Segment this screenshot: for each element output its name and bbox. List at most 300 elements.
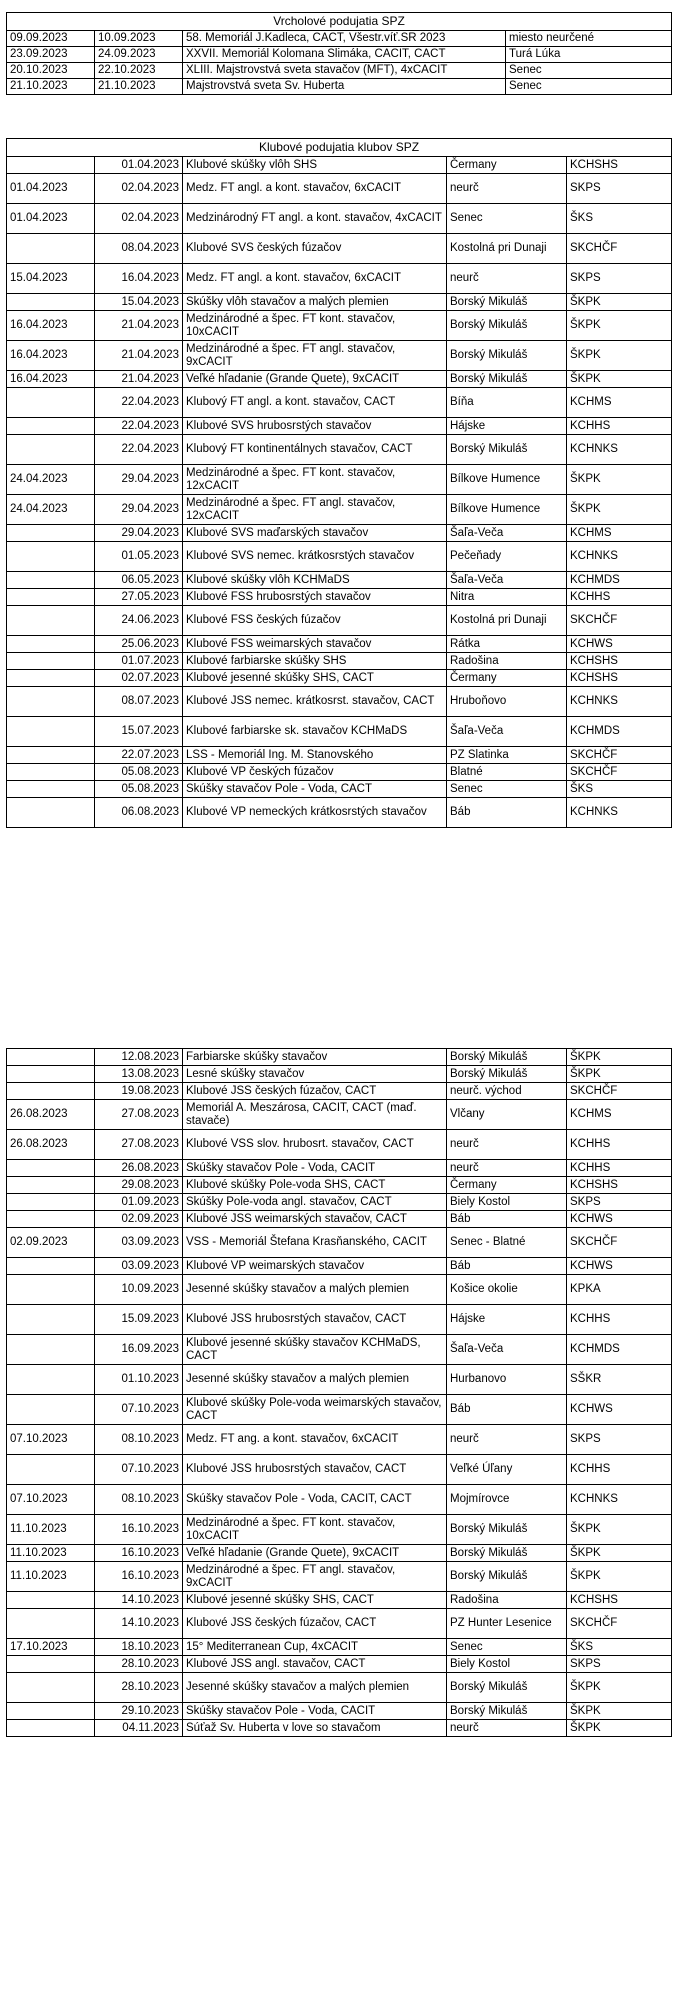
location-cell: Borský Mikuláš [447, 311, 567, 341]
date-from-cell: 02.09.2023 [7, 1228, 95, 1258]
event-name-cell: Klubové SVS nemec. krátkosrstých stavačov [183, 542, 447, 572]
club-cell: KCHWS [567, 1395, 672, 1425]
club-cell: SKCHČF [567, 234, 672, 264]
location-cell: Šaľa-Veča [447, 717, 567, 747]
event-name-cell: Medzinárodné a špec. FT kont. stavačov, 10xCACIT [183, 1515, 447, 1545]
date-from-cell: 24.04.2023 [7, 465, 95, 495]
club-cell: ŠKPK [567, 1562, 672, 1592]
date-from-cell: 24.04.2023 [7, 495, 95, 525]
date-from-cell: 11.10.2023 [7, 1515, 95, 1545]
location-cell: neurč. východ [447, 1083, 567, 1100]
date-to-cell: 02.07.2023 [95, 670, 183, 687]
event-name-cell: Lesné skúšky stavačov [183, 1066, 447, 1083]
club-cell: ŠKPK [567, 1066, 672, 1083]
table-row [7, 1049, 672, 1066]
location-cell: Borský Mikuláš [447, 341, 567, 371]
date-from-cell [7, 1673, 95, 1703]
date-to-cell: 03.09.2023 [95, 1228, 183, 1258]
date-to-cell: 15.09.2023 [95, 1305, 183, 1335]
event-name-cell: Klubové JSS hrubosrstých stavačov, CACT [183, 1305, 447, 1335]
date-from-cell [7, 157, 95, 174]
top-events-table [6, 12, 672, 95]
date-to-cell: 24.09.2023 [95, 47, 183, 63]
table-row [7, 79, 672, 95]
table-row [7, 418, 672, 435]
table-title-row [7, 13, 672, 31]
club-cell: KCHSHS [567, 653, 672, 670]
date-from-cell: 20.10.2023 [7, 63, 95, 79]
date-to-cell: 10.09.2023 [95, 1275, 183, 1305]
club-cell: KCHMDS [567, 717, 672, 747]
club-cell: SKCHČF [567, 1083, 672, 1100]
table-row [7, 781, 672, 798]
date-to-cell: 01.09.2023 [95, 1194, 183, 1211]
table-row [7, 294, 672, 311]
date-to-cell: 12.08.2023 [95, 1049, 183, 1066]
table-row [7, 388, 672, 418]
event-name-cell: XLIII. Majstrovstvá sveta stavačov (MFT), 4xCACIT [183, 63, 506, 79]
date-to-cell: 22.10.2023 [95, 63, 183, 79]
date-from-cell [7, 717, 95, 747]
event-name-cell: Klubové JSS hrubosrstých stavačov, CACT [183, 1455, 447, 1485]
table-row [7, 717, 672, 747]
club-cell: ŠKS [567, 1639, 672, 1656]
location-cell: Borský Mikuláš [447, 1562, 567, 1592]
table-row [7, 589, 672, 606]
club-cell: SKPS [567, 1656, 672, 1673]
date-from-cell [7, 525, 95, 542]
location-cell: Senec [447, 204, 567, 234]
table-row [7, 1720, 672, 1737]
table-row [7, 1703, 672, 1720]
date-to-cell: 08.10.2023 [95, 1425, 183, 1455]
table-row [7, 1365, 672, 1395]
date-to-cell: 13.08.2023 [95, 1066, 183, 1083]
event-name-cell: Klubové FSS weimarských stavačov [183, 636, 447, 653]
event-name-cell: Klubové VP weimarských stavačov [183, 1258, 447, 1275]
club-cell: SŠKR [567, 1365, 672, 1395]
location-cell: neurč [447, 1720, 567, 1737]
date-to-cell: 03.09.2023 [95, 1258, 183, 1275]
date-from-cell [7, 687, 95, 717]
location-cell: Borský Mikuláš [447, 1066, 567, 1083]
club-cell: KCHHS [567, 589, 672, 606]
location-cell: Hájske [447, 418, 567, 435]
date-to-cell: 02.04.2023 [95, 204, 183, 234]
club-cell: KCHMDS [567, 1335, 672, 1365]
date-from-cell [7, 1177, 95, 1194]
event-name-cell: Medzinárodné a špec. FT angl. stavačov, 9xCACIT [183, 341, 447, 371]
location-cell: neurč [447, 264, 567, 294]
event-name-cell: Klubové farbiarske sk. stavačov KCHMaDS [183, 717, 447, 747]
date-to-cell: 22.04.2023 [95, 435, 183, 465]
date-to-cell: 16.10.2023 [95, 1515, 183, 1545]
club-cell: SKCHČF [567, 606, 672, 636]
club-cell: KCHMS [567, 1100, 672, 1130]
table-row [7, 636, 672, 653]
location-cell: Senec [506, 63, 672, 79]
date-to-cell: 29.04.2023 [95, 525, 183, 542]
table-row [7, 1275, 672, 1305]
club-cell: SKPS [567, 1194, 672, 1211]
event-name-cell: Klubové FSS českých fúzačov [183, 606, 447, 636]
date-to-cell: 01.05.2023 [95, 542, 183, 572]
location-cell: Rátka [447, 636, 567, 653]
location-cell: Kostolná pri Dunaji [447, 606, 567, 636]
table-row [7, 371, 672, 388]
event-name-cell: VSS - Memoriál Štefana Krasňanského, CACIT [183, 1228, 447, 1258]
location-cell: Borský Mikuláš [447, 1515, 567, 1545]
event-name-cell: Klubové farbiarske skúšky SHS [183, 653, 447, 670]
event-name-cell: Jesenné skúšky stavačov a malých plemien [183, 1673, 447, 1703]
club-cell: KPKA [567, 1275, 672, 1305]
date-to-cell: 19.08.2023 [95, 1083, 183, 1100]
location-cell: Borský Mikuláš [447, 1673, 567, 1703]
location-cell: Blatné [447, 764, 567, 781]
location-cell: Bílkove Humence [447, 495, 567, 525]
table-row [7, 1335, 672, 1365]
club-cell: KCHHS [567, 1130, 672, 1160]
location-cell: Borský Mikuláš [447, 371, 567, 388]
event-name-cell: Klubové FSS hrubosrstých stavačov [183, 589, 447, 606]
date-from-cell [7, 747, 95, 764]
date-to-cell: 06.05.2023 [95, 572, 183, 589]
club-events-table [6, 138, 672, 828]
location-cell: Vlčany [447, 1100, 567, 1130]
table-row [7, 311, 672, 341]
table-row [7, 234, 672, 264]
date-from-cell [7, 542, 95, 572]
club-cell: KCHNKS [567, 687, 672, 717]
table-row [7, 1194, 672, 1211]
location-cell: miesto neurčené [506, 31, 672, 47]
location-cell: Borský Mikuláš [447, 1703, 567, 1720]
table-row [7, 1083, 672, 1100]
date-to-cell: 27.05.2023 [95, 589, 183, 606]
club-cell: KCHMDS [567, 572, 672, 589]
date-to-cell: 06.08.2023 [95, 798, 183, 828]
table-row [7, 1160, 672, 1177]
table-row [7, 1609, 672, 1639]
event-name-cell: Majstrovstvá sveta Sv. Huberta [183, 79, 506, 95]
club-cell: KCHWS [567, 1211, 672, 1228]
date-from-cell [7, 1395, 95, 1425]
event-name-cell: LSS - Memoriál Ing. M. Stanovského [183, 747, 447, 764]
club-cell: KCHSHS [567, 157, 672, 174]
location-cell: Borský Mikuláš [447, 294, 567, 311]
location-cell: Biely Kostol [447, 1194, 567, 1211]
table-row [7, 687, 672, 717]
date-from-cell: 21.10.2023 [7, 79, 95, 95]
date-from-cell: 23.09.2023 [7, 47, 95, 63]
club-cell: KCHHS [567, 1160, 672, 1177]
event-name-cell: Medzinárodné a špec. FT kont. stavačov, 10xCACIT [183, 311, 447, 341]
event-name-cell: Klubový FT kontinentálnych stavačov, CACT [183, 435, 447, 465]
event-name-cell: Klubové skúšky Pole-voda SHS, CACT [183, 1177, 447, 1194]
date-from-cell [7, 1194, 95, 1211]
event-name-cell: Klubové JSS angl. stavačov, CACT [183, 1656, 447, 1673]
table-row [7, 1211, 672, 1228]
date-from-cell [7, 1656, 95, 1673]
event-name-cell: Medzinárodné a špec. FT kont. stavačov, 12xCACIT [183, 465, 447, 495]
date-to-cell: 22.07.2023 [95, 747, 183, 764]
event-name-cell: Medzinárodné a špec. FT angl. stavačov, 12xCACIT [183, 495, 447, 525]
event-name-cell: Skúšky stavačov Pole - Voda, CACIT, CACT [183, 1485, 447, 1515]
location-cell: Borský Mikuláš [447, 1049, 567, 1066]
club-cell: SKPS [567, 1425, 672, 1455]
event-name-cell: XXVII. Memoriál Kolomana Slimáka, CACIT, CACT [183, 47, 506, 63]
date-from-cell [7, 388, 95, 418]
date-from-cell [7, 606, 95, 636]
club-cell: SKCHČF [567, 747, 672, 764]
location-cell: Báb [447, 1211, 567, 1228]
event-name-cell: Medz. FT ang. a kont. stavačov, 6xCACIT [183, 1425, 447, 1455]
date-from-cell [7, 1703, 95, 1720]
event-name-cell: Klubový FT angl. a kont. stavačov, CACT [183, 388, 447, 418]
club-cell: KCHHS [567, 1455, 672, 1485]
date-to-cell: 04.11.2023 [95, 1720, 183, 1737]
club-cell: ŠKPK [567, 495, 672, 525]
event-name-cell: Klubové SVS českých fúzačov [183, 234, 447, 264]
club-cell: KCHWS [567, 1258, 672, 1275]
date-to-cell: 24.06.2023 [95, 606, 183, 636]
club-cell: ŠKPK [567, 1673, 672, 1703]
table-row [7, 1673, 672, 1703]
location-cell: Bílkove Humence [447, 465, 567, 495]
date-to-cell: 16.10.2023 [95, 1562, 183, 1592]
event-name-cell: Klubové JSS nemec. krátkosrst. stavačov, CACT [183, 687, 447, 717]
location-cell: Báb [447, 1395, 567, 1425]
club-cell: KCHHS [567, 418, 672, 435]
date-from-cell: 01.04.2023 [7, 174, 95, 204]
location-cell: Veľké Úľany [447, 1455, 567, 1485]
location-cell: Šaľa-Veča [447, 572, 567, 589]
date-to-cell: 01.10.2023 [95, 1365, 183, 1395]
club-cell: SKCHČF [567, 1228, 672, 1258]
location-cell: Pečeňady [447, 542, 567, 572]
date-to-cell: 16.10.2023 [95, 1545, 183, 1562]
location-cell: neurč [447, 174, 567, 204]
location-cell: Báb [447, 1258, 567, 1275]
table-row [7, 1545, 672, 1562]
date-from-cell: 26.08.2023 [7, 1130, 95, 1160]
event-name-cell: 58. Memoriál J.Kadleca, CACT, Všestr.víť.SR 2023 [183, 31, 506, 47]
date-to-cell: 22.04.2023 [95, 388, 183, 418]
table-row [7, 435, 672, 465]
event-name-cell: Medzinárodný FT angl. a kont. stavačov, 4xCACIT [183, 204, 447, 234]
table-row [7, 670, 672, 687]
location-cell: Hurbanovo [447, 1365, 567, 1395]
event-name-cell: Skúšky vlôh stavačov a malých plemien [183, 294, 447, 311]
date-to-cell: 07.10.2023 [95, 1455, 183, 1485]
event-name-cell: Súťaž Sv. Huberta v love so stavačom [183, 1720, 447, 1737]
club-events-table-continued [6, 1048, 672, 1737]
event-name-cell: Klubové skúšky vlôh KCHMaDS [183, 572, 447, 589]
date-to-cell: 28.10.2023 [95, 1656, 183, 1673]
event-name-cell: Klubové VSS slov. hrubosrt. stavačov, CACT [183, 1130, 447, 1160]
event-name-cell: Jesenné skúšky stavačov a malých plemien [183, 1365, 447, 1395]
table-row [7, 798, 672, 828]
date-from-cell [7, 636, 95, 653]
date-to-cell: 14.10.2023 [95, 1592, 183, 1609]
date-from-cell: 11.10.2023 [7, 1562, 95, 1592]
event-name-cell: 15° Mediterranean Cup, 4xCACIT [183, 1639, 447, 1656]
club-cell: ŠKPK [567, 1545, 672, 1562]
date-from-cell [7, 670, 95, 687]
date-from-cell [7, 1275, 95, 1305]
date-to-cell: 28.10.2023 [95, 1673, 183, 1703]
date-from-cell: 01.04.2023 [7, 204, 95, 234]
table-title-row [7, 139, 672, 157]
date-to-cell: 08.04.2023 [95, 234, 183, 264]
date-from-cell: 16.04.2023 [7, 341, 95, 371]
event-name-cell: Klubové JSS českých fúzačov, CACT [183, 1083, 447, 1100]
table-row [7, 572, 672, 589]
table-row [7, 1455, 672, 1485]
club-cell: ŠKPK [567, 1703, 672, 1720]
event-name-cell: Klubové jesenné skúšky SHS, CACT [183, 670, 447, 687]
club-cell: KCHNKS [567, 1485, 672, 1515]
location-cell: Senec - Blatné [447, 1228, 567, 1258]
date-from-cell: 26.08.2023 [7, 1100, 95, 1130]
event-name-cell: Skúšky stavačov Pole - Voda, CACIT [183, 1160, 447, 1177]
club-cell: KCHNKS [567, 435, 672, 465]
location-cell: Biely Kostol [447, 1656, 567, 1673]
date-to-cell: 29.04.2023 [95, 465, 183, 495]
club-cell: KCHMS [567, 388, 672, 418]
date-from-cell: 09.09.2023 [7, 31, 95, 47]
table-row [7, 204, 672, 234]
date-to-cell: 18.10.2023 [95, 1639, 183, 1656]
club-cell: KCHNKS [567, 798, 672, 828]
table-row [7, 1485, 672, 1515]
club-cell: SKCHČF [567, 764, 672, 781]
date-from-cell [7, 764, 95, 781]
date-to-cell: 15.04.2023 [95, 294, 183, 311]
date-from-cell [7, 1720, 95, 1737]
location-cell: neurč [447, 1425, 567, 1455]
club-cell: KCHWS [567, 636, 672, 653]
event-name-cell: Klubové jesenné skúšky SHS, CACT [183, 1592, 447, 1609]
date-from-cell [7, 572, 95, 589]
event-name-cell: Jesenné skúšky stavačov a malých plemien [183, 1275, 447, 1305]
table-row [7, 606, 672, 636]
club-cell: ŠKS [567, 204, 672, 234]
location-cell: Šaľa-Veča [447, 525, 567, 542]
date-from-cell: 11.10.2023 [7, 1545, 95, 1562]
club-cell: KCHSHS [567, 1592, 672, 1609]
date-to-cell: 07.10.2023 [95, 1395, 183, 1425]
date-from-cell [7, 1609, 95, 1639]
club-cell: ŠKPK [567, 294, 672, 311]
club-cell: SKPS [567, 264, 672, 294]
date-from-cell [7, 1335, 95, 1365]
table-row [7, 764, 672, 781]
location-cell: Nitra [447, 589, 567, 606]
event-name-cell: Klubové JSS českých fúzačov, CACT [183, 1609, 447, 1639]
date-to-cell: 08.07.2023 [95, 687, 183, 717]
date-to-cell: 26.08.2023 [95, 1160, 183, 1177]
table-row [7, 1305, 672, 1335]
date-from-cell [7, 1592, 95, 1609]
location-cell: Báb [447, 798, 567, 828]
event-name-cell: Klubové VP nemeckých krátkosrstých stavačov [183, 798, 447, 828]
table-row [7, 1066, 672, 1083]
club-cell: ŠKPK [567, 371, 672, 388]
club-cell: ŠKPK [567, 341, 672, 371]
date-from-cell: 16.04.2023 [7, 371, 95, 388]
event-name-cell: Medzinárodné a špec. FT angl. stavačov, 9xCACIT [183, 1562, 447, 1592]
date-to-cell: 02.04.2023 [95, 174, 183, 204]
table-row [7, 31, 672, 47]
event-name-cell: Medz. FT angl. a kont. stavačov, 6xCACIT [183, 174, 447, 204]
date-from-cell [7, 1455, 95, 1485]
event-name-cell: Farbiarske skúšky stavačov [183, 1049, 447, 1066]
date-from-cell [7, 294, 95, 311]
event-name-cell: Klubové SVS hrubosrstých stavačov [183, 418, 447, 435]
event-name-cell: Klubové skúšky vlôh SHS [183, 157, 447, 174]
event-name-cell: Memoriál A. Meszárosa, CACIT, CACT (maď. stavače) [183, 1100, 447, 1130]
date-to-cell: 27.08.2023 [95, 1130, 183, 1160]
table-row [7, 1425, 672, 1455]
date-to-cell: 05.08.2023 [95, 781, 183, 798]
event-name-cell: Klubové SVS maďarských stavačov [183, 525, 447, 542]
location-cell: Borský Mikuláš [447, 435, 567, 465]
event-name-cell: Medz. FT angl. a kont. stavačov, 6xCACIT [183, 264, 447, 294]
location-cell: Borský Mikuláš [447, 1545, 567, 1562]
table-row [7, 1639, 672, 1656]
date-from-cell: 07.10.2023 [7, 1425, 95, 1455]
table-row [7, 542, 672, 572]
location-cell: Čermany [447, 670, 567, 687]
event-name-cell: Skúšky stavačov Pole - Voda, CACT [183, 781, 447, 798]
date-from-cell [7, 418, 95, 435]
date-to-cell: 01.04.2023 [95, 157, 183, 174]
table-row [7, 1395, 672, 1425]
date-from-cell [7, 798, 95, 828]
location-cell: Košice okolie [447, 1275, 567, 1305]
table-row [7, 1656, 672, 1673]
table-row [7, 1515, 672, 1545]
date-to-cell: 29.10.2023 [95, 1703, 183, 1720]
table-row [7, 174, 672, 204]
club-cell: KCHHS [567, 1305, 672, 1335]
table-row [7, 465, 672, 495]
table-row [7, 1592, 672, 1609]
date-to-cell: 21.04.2023 [95, 371, 183, 388]
location-cell: Čermany [447, 157, 567, 174]
date-from-cell: 07.10.2023 [7, 1485, 95, 1515]
location-cell: Kostolná pri Dunaji [447, 234, 567, 264]
event-name-cell: Veľké hľadanie (Grande Quete), 9xCACIT [183, 1545, 447, 1562]
location-cell: Hájske [447, 1305, 567, 1335]
date-from-cell [7, 781, 95, 798]
date-from-cell [7, 1160, 95, 1177]
event-name-cell: Skúšky Pole-voda angl. stavačov, CACT [183, 1194, 447, 1211]
location-cell: PZ Slatinka [447, 747, 567, 764]
date-from-cell [7, 1066, 95, 1083]
location-cell: Senec [447, 781, 567, 798]
top-events-title: Vrcholové podujatia SPZ [7, 13, 672, 31]
location-cell: Radošina [447, 653, 567, 670]
table-row [7, 63, 672, 79]
club-cell: KCHNKS [567, 542, 672, 572]
date-from-cell: 16.04.2023 [7, 311, 95, 341]
date-to-cell: 21.10.2023 [95, 79, 183, 95]
date-to-cell: 02.09.2023 [95, 1211, 183, 1228]
date-to-cell: 29.04.2023 [95, 495, 183, 525]
location-cell: Mojmírovce [447, 1485, 567, 1515]
